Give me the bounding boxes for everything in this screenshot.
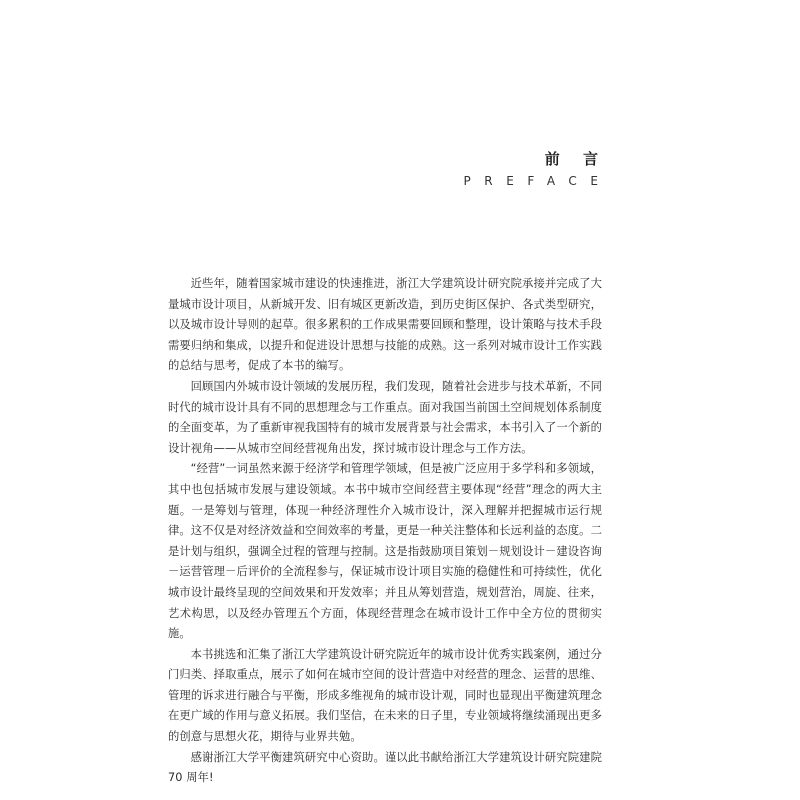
page-title: 前 言 [544,150,607,168]
paragraph-1: 近些年，随着国家城市建设的快速推进，浙江大学建筑设计研究院承接并完成了大量城市设计项目，从新城开发、旧有城区更新改造，到历史街区保护、各式类型研究，以及城市设计导则的起草。很多累积的工作成果需要回顾和整理，设计策略与技术手段需要归纳和集成，以提升和促进设计思想与技能的成熟。这一系列对城市设计工作实践的总结与思考，促成了本书的编写。 [168,277,602,373]
body-text [168,274,602,789]
title-block [463,150,612,188]
page-subtitle: PREFACE [463,174,612,188]
paragraph-3: “经营”一词虽然来源于经济学和管理学领域，但是被广泛应用于多学科和多领域，其中也包括城市发展与建设领域。本书中城市空间经营主要体现“经营”理念的两大主题。一是筹划与管理，体现一种经济理性介入城市设计，深入理解并把握城市运行规律。这不仅是对经济效益和空间效率的考量，更是一种关注整体和长远利益的态度。二是计划与组织，强调全过程的管理与控制。这是指鼓励项目策划－规划设计－建设咨询－运营管理－后评价的全流程参与，保证城市设计项目实施的稳健性和可持续性，优化城市设计最终呈现的空间效果和开发效率；并且从筹划营造，规划营治，周旋、往来，艺术构思，以及经办管理五个方面，体现经营理念在城市设计工作中全方位的贯彻实施。 [168,462,602,641]
paragraph-2: 回顾国内外城市设计领域的发展历程，我们发现，随着社会进步与技术革新，不同时代的城市设计具有不同的思想理念与工作重点。面对我国当前国土空间规划体系制度的全面变革，为了重新审视我国特有的城市发展背景与社会需求，本书引入了一个新的设计视角——从城市空间经营视角出发，探讨城市设计理念与工作方法。 [168,379,602,455]
paragraph-5: 感谢浙江大学平衡建筑研究中心资助。谨以此书献给浙江大学建筑设计研究院建院 70 周年! [168,750,602,785]
paragraph-4: 本书挑选和汇集了浙江大学建筑设计研究院近年的城市设计优秀实践案例，通过分门归类、择取重点，展示了如何在城市空间的设计营造中对经营的理念、运营的思维、管理的诉求进行融合与平衡，形成多维视角的城市设计观，同时也显现出平衡建筑理念在更广域的作用与意义拓展。我们坚信，在未来的日子里，专业领域将继续涌现出更多的创意与思想火花，期待与业界共勉。 [168,647,602,744]
